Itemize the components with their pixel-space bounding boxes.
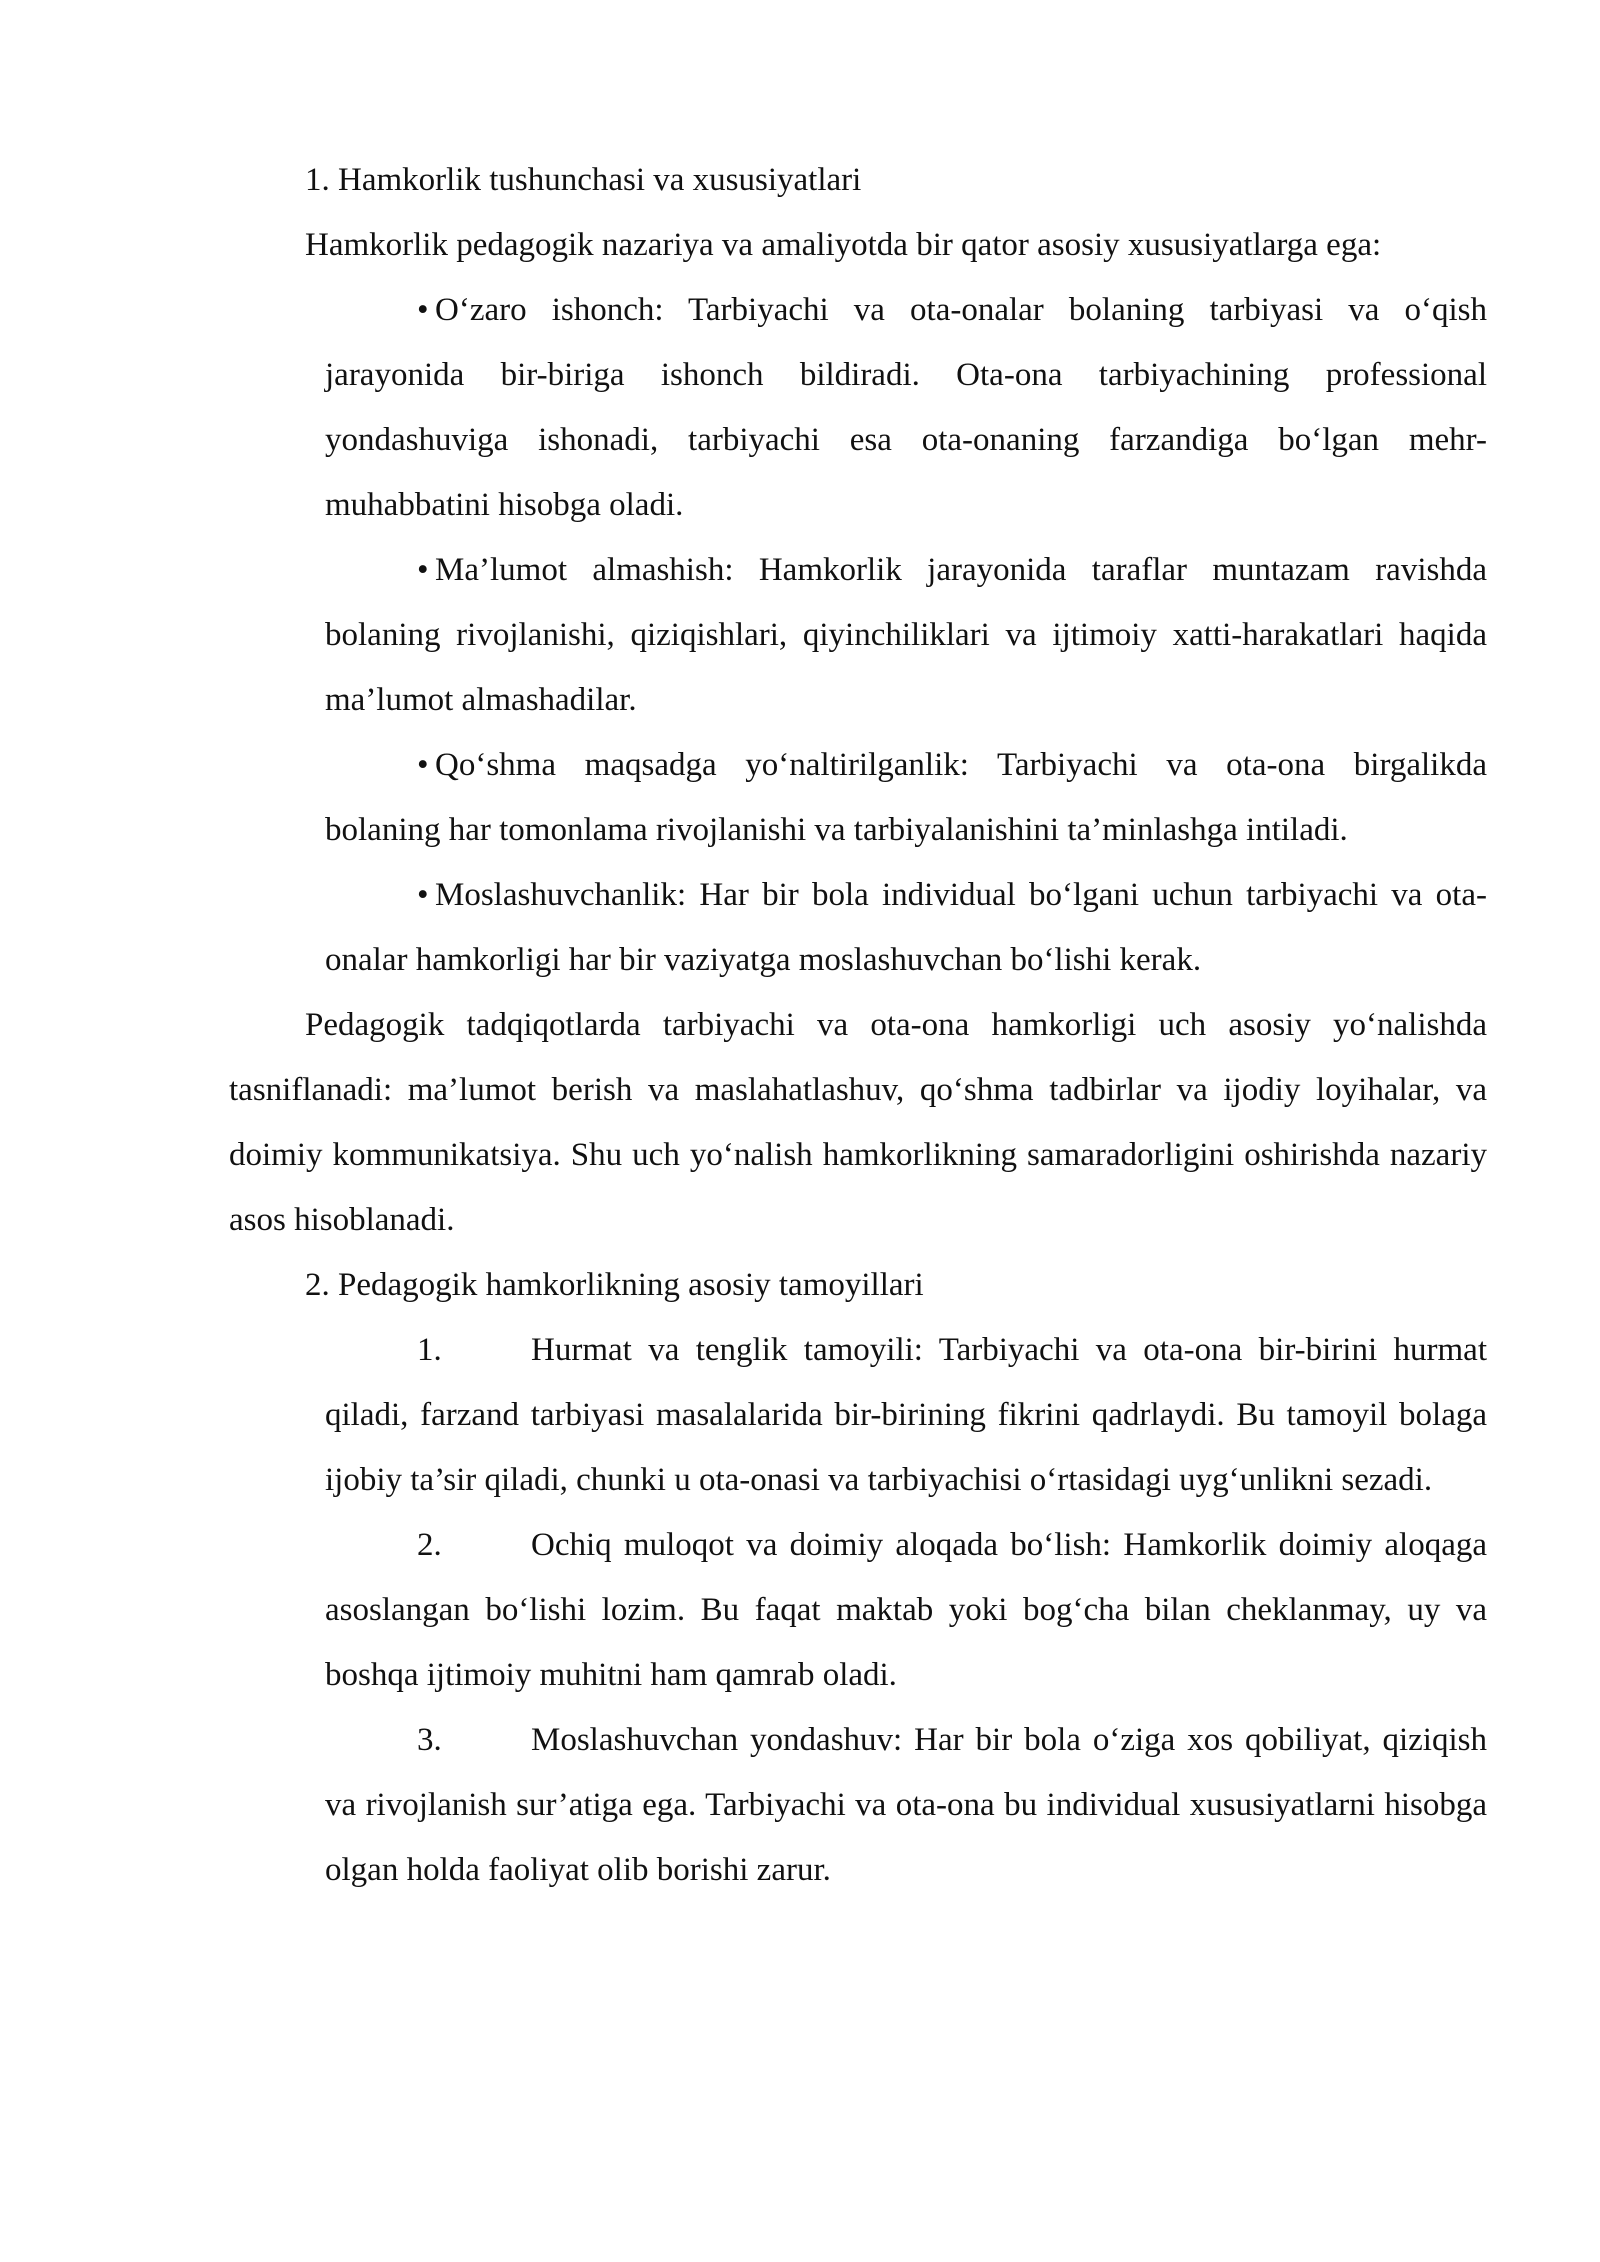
section-2-heading: 2. Pedagogik hamkorlikning asosiy tamoyillari (305, 1267, 924, 1303)
item-text: Moslashuvchan yondashuv: Har bir bola o‘ziga xos qobiliyat, qiziqish va rivojlanish sur’atiga ega. Tarbiyachi va ota-ona bu individual xususiyatlarni hisobga olgan holda faoliyat olib borishi zarur. (325, 1722, 1487, 1888)
bullet-icon: • (417, 747, 429, 783)
bullet-text: Moslashuvchanlik: Har bir bola individual bo‘lgani uchun tarbiyachi va ota-onalar hamkorligi har bir vaziyatga moslashuvchan bo‘lishi kerak. (325, 877, 1487, 978)
item-number: 2. (417, 1527, 442, 1563)
item-number: 1. (417, 1332, 442, 1368)
bullet-text: Ma’lumot almashish: Hamkorlik jarayonida taraflar muntazam ravishda bolaning rivojlanishi, qiziqishlari, qiyinchiliklari va ijtimoiy xatti-harakatlari haqida ma’lumot almashadilar. (325, 552, 1487, 718)
bullet-text: O‘zaro ishonch: Tarbiyachi va ota-onalar bolaning tarbiyasi va o‘qish jarayonida bir-biriga ishonch bildiradi. Ota-ona tarbiyachining professional yondashuviga ishonadi, tarbiyachi esa ota-onaning farzandiga bo‘lgan mehr-muhabbatini hisobga oladi. (325, 292, 1487, 523)
section-1-closing: Pedagogik tadqiqotlarda tarbiyachi va ota-ona hamkorligi uch asosiy yo‘nalishda tasniflanadi: ma’lumot berish va maslahatlashuv, qo‘shma tadbirlar va ijodiy loyihalar, va doimiy kommunikatsiya. Shu uch yo‘nalish hamkorlikning samaradorligini oshirishda nazariy asos hisoblanadi. (229, 1007, 1487, 1238)
bullet-icon: • (417, 292, 429, 328)
bullet-icon: • (417, 552, 429, 588)
numbered-item (229, 1513, 1487, 1708)
section-1-heading: 1. Hamkorlik tushunchasi va xususiyatlari (305, 162, 862, 198)
bullet-item (229, 278, 1487, 538)
numbered-item (229, 1318, 1487, 1513)
bullet-item (229, 733, 1487, 863)
bullet-item (229, 863, 1487, 993)
section-1-intro: Hamkorlik pedagogik nazariya va amaliyotda bir qator asosiy xususiyatlarga ega: (305, 227, 1382, 263)
numbered-item (229, 1708, 1487, 1903)
bullet-text: Qo‘shma maqsadga yo‘naltirilganlik: Tarbiyachi va ota-ona birgalikda bolaning har tomonlama rivojlanishi va tarbiyalanishini ta’minlashga intiladi. (325, 747, 1487, 848)
bullet-icon: • (417, 877, 429, 913)
item-text: Ochiq muloqot va doimiy aloqada bo‘lish: Hamkorlik doimiy aloqaga asoslangan bo‘lishi lozim. Bu faqat maktab yoki bog‘cha bilan cheklanmay, uy va boshqa ijtimoiy muhitni ham qamrab oladi. (325, 1527, 1487, 1693)
item-text: Hurmat va tenglik tamoyili: Tarbiyachi va ota-ona bir-birini hurmat qiladi, farzand tarbiyasi masalalarida bir-birining fikrini qadrlaydi. Bu tamoyil bolaga ijobiy ta’sir qiladi, chunki u ota-onasi va tarbiyachisi o‘rtasidagi uyg‘unlikni sezadi. (325, 1332, 1487, 1498)
item-number: 3. (417, 1722, 442, 1758)
bullet-item (229, 538, 1487, 733)
